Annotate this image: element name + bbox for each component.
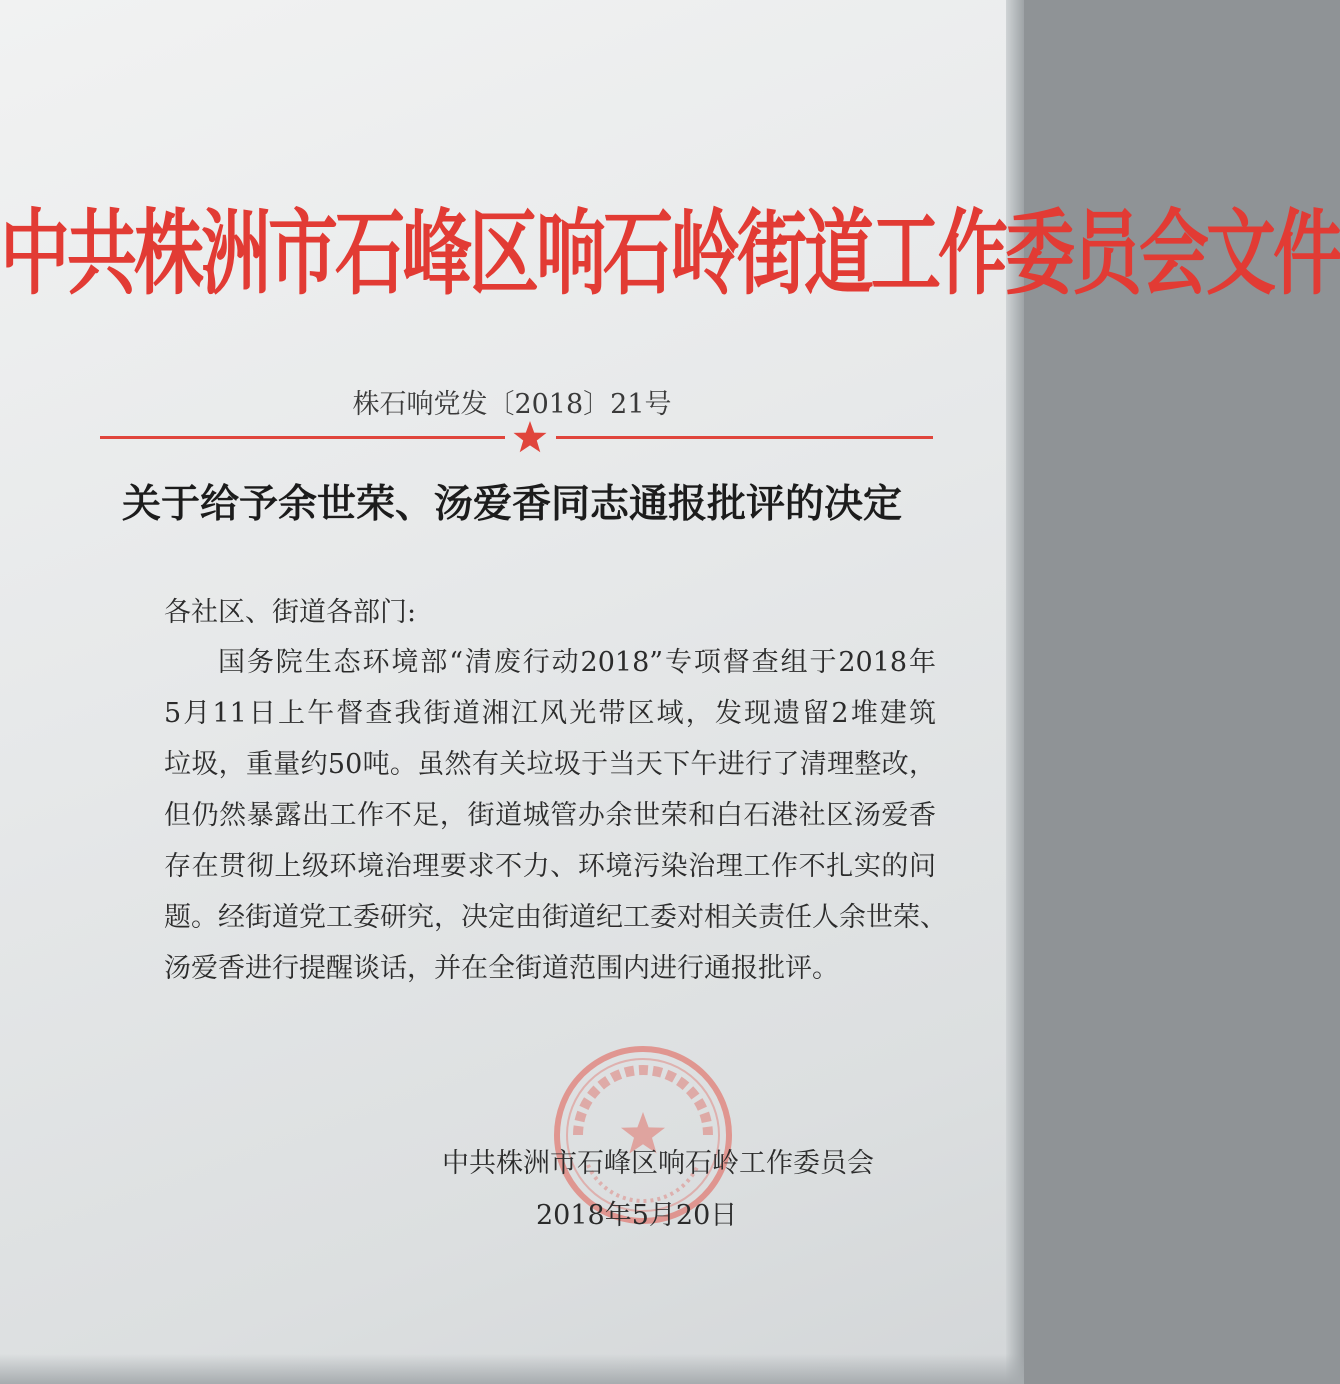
document-title: 关于给予余世荣、汤爱香同志通报批评的决定 [121,481,902,527]
body-line: 汤爱香进行提醒谈话，并在全街道范围内进行通报批评。 [164,953,839,984]
red-star-icon [512,419,548,455]
body-line: 存在贯彻上级环境治理要求不力、环境污染治理工作不扎实的问 [164,851,936,882]
body-line: 垃圾，重量约50吨。虽然有关垃圾于当天下午进行了清理整改， [164,749,936,780]
red-masthead: 中共株洲市石峰区响石岭街道工作委员会文件 [0,199,1340,309]
issuer-signature: 中共株洲市石峰区响石岭工作委员会 [442,1148,874,1179]
body-line: 题。经街道党工委研究，决定由街道纪工委对相关责任人余世荣、 [164,902,947,933]
document-number: 株石响党发〔2018〕21号 [352,389,672,420]
page-bottom-shadow [0,1354,1024,1384]
body-line: 但仍然暴露出工作不足，街道城管办余世荣和白石港社区汤爱香 [164,800,936,831]
body-line: 5月11日上午督查我街道湘江风光带区域，发现遗留2堆建筑 [164,698,936,729]
issue-date: 2018年5月20日 [536,1200,738,1231]
red-rule-left [100,436,505,439]
body-line: 国务院生态环境部“清废行动2018”专项督查组于2018年 [218,647,936,678]
salutation: 各社区、街道各部门: [164,597,417,628]
red-rule-right [556,436,933,439]
